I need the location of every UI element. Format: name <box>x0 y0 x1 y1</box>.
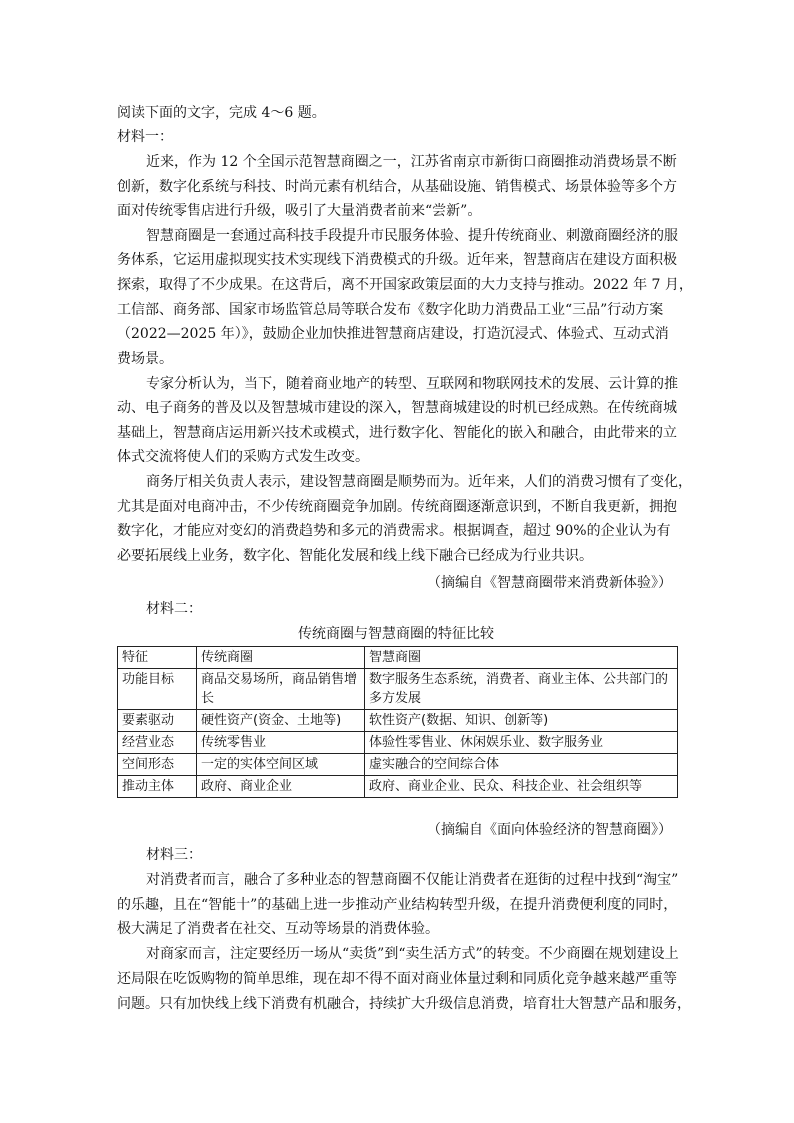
table-title: 传统商圈与智慧商圈的特征比较 <box>298 626 494 642</box>
paragraph-line: 商务厅相关负责人表示，建设智慧商圈是顺势而为。近年来，人们的消费习惯有了变化， <box>146 474 692 490</box>
paragraph-line: 费场景。 <box>117 351 173 367</box>
paragraph-line: 工信部、商务部、国家市场监管总局等联合发布《数字化助力消费品工业“三品”行动方案 <box>117 302 664 318</box>
table-cell: 商品交易场所，商品销售增长 <box>197 669 365 710</box>
paragraph-line: 还局限在吃饭购物的简单思维，现在却不得不面对商业体量过剩和同质化竞争越来越严重等 <box>117 971 677 987</box>
paragraph-line: 对商家而言，注定要经历一场从“卖货”到“卖生活方式”的转变。不少商圈在规划建设上 <box>146 946 679 962</box>
paragraph-line: 的乐趣，且在“智能十”的基础上进一步推动产业结构转型升级，在提升消费便利度的同时， <box>117 897 678 913</box>
table-cell: 政府、商业企业、民众、科技企业、社会组织等 <box>365 776 678 798</box>
paragraph-line: （2022—2025 年）》，鼓励企业加快推进智慧商店建设，打造沉浸式、体验式、互动式消 <box>117 326 669 342</box>
paragraph-line: 探索，取得了不少成果。在这背后，离不开国家政策层面的大力支持与推动。2022 年 7 月， <box>117 277 693 293</box>
paragraph-line: 基础上，智慧商店运用新兴技术或模式，进行数字化、智能化的嵌入和融合，由此带来的立 <box>117 425 677 441</box>
table-cell: 要素驱动 <box>118 710 197 732</box>
table-row <box>118 776 678 798</box>
source-citation-2: （摘编自《面向体验经济的智慧商圈》） <box>427 822 672 838</box>
table-cell: 经营业态 <box>118 732 197 754</box>
table-cell: 功能目标 <box>118 669 197 710</box>
table-cell: 空间形态 <box>118 754 197 776</box>
paragraph-line: 智慧商圈是一套通过高科技手段提升市民服务体验、提升传统商业、刺激商圈经济的服 <box>146 228 678 244</box>
paragraph-line: 动、电子商务的普及以及智慧城市建设的深入，智慧商城建设的时机已经成熟。在传统商城 <box>117 400 677 416</box>
section-heading-material-3: 材料三： <box>146 847 202 863</box>
table-cell: 政府、商业企业 <box>197 776 365 798</box>
paragraph-line: 面对传统零售店进行升级，吸引了大量消费者前来“尝新”。 <box>117 203 482 219</box>
table-header-row <box>118 647 678 669</box>
section-heading-material-2: 材料二： <box>146 601 202 617</box>
table-row <box>118 732 678 754</box>
paragraph-line: 尤其是面对电商冲击，不少传统商圈竞争加剧。传统商圈逐渐意识到，不断自我更新，拥抱 <box>117 499 677 515</box>
table-cell: 硬性资产(资金、土地等) <box>197 710 365 732</box>
paragraph-line: 必要拓展线上业务，数字化、智能化发展和线上线下融合已经成为行业共识。 <box>117 548 593 564</box>
table-cell: 传统零售业 <box>197 732 365 754</box>
paragraph-line: 极大满足了消费者在社交、互动等场景的消费体验。 <box>117 921 439 937</box>
table-cell: 体验性零售业、休闲娱乐业、数字服务业 <box>365 732 678 754</box>
paragraph-line: 数字化，才能应对变幻的消费趋势和多元的消费需求。根据调查，超过 90%的企业认为有 <box>117 523 671 539</box>
table-row <box>118 710 678 732</box>
paragraph-line: 近来，作为 12 个全国示范智慧商圈之一，江苏省南京市新街口商圈推动消费场景不断 <box>146 154 677 170</box>
table-cell: 推动主体 <box>118 776 197 798</box>
table-cell: 软性资产(数据、知识、创新等) <box>365 710 678 732</box>
comparison-table <box>117 646 678 798</box>
instruction-line: 阅读下面的文字，完成 4～6 题。 <box>117 105 326 121</box>
table-row <box>118 669 678 710</box>
table-cell: 一定的实体空间区域 <box>197 754 365 776</box>
paragraph-line: 务体系，它运用虚拟现实技术实现线下消费模式的升级。近年来，智慧商店在建设方面积极 <box>117 252 677 268</box>
table-row <box>118 754 678 776</box>
paragraph-line: 问题。只有加快线上线下消费有机融合，持续扩大升级信息消费，培育壮大智慧产品和服务， <box>117 996 691 1012</box>
paragraph-line: 创新，数字化系统与科技、时尚元素有机结合，从基础设施、销售模式、场景体验等多个方 <box>117 179 677 195</box>
table-header-cell: 智慧商圈 <box>365 647 678 669</box>
table-header-cell: 特征 <box>118 647 197 669</box>
source-citation-1: （摘编自《智慧商圈带来消费新体验》） <box>427 575 672 591</box>
section-heading-material-1: 材料一： <box>117 129 173 145</box>
paragraph-line: 专家分析认为，当下，随着商业地产的转型、互联网和物联网技术的发展、云计算的推 <box>146 376 678 392</box>
table-cell: 虚实融合的空间综合体 <box>365 754 678 776</box>
table-header-cell: 传统商圈 <box>197 647 365 669</box>
table-cell: 数字服务生态系统，消费者、商业主体、公共部门的多方发展 <box>365 669 678 710</box>
paragraph-line: 对消费者而言，融合了多种业态的智慧商圈不仅能让消费者在逛街的过程中找到“淘宝” <box>146 872 679 888</box>
paragraph-line: 体式交流将使人们的采购方式发生改变。 <box>117 449 369 465</box>
